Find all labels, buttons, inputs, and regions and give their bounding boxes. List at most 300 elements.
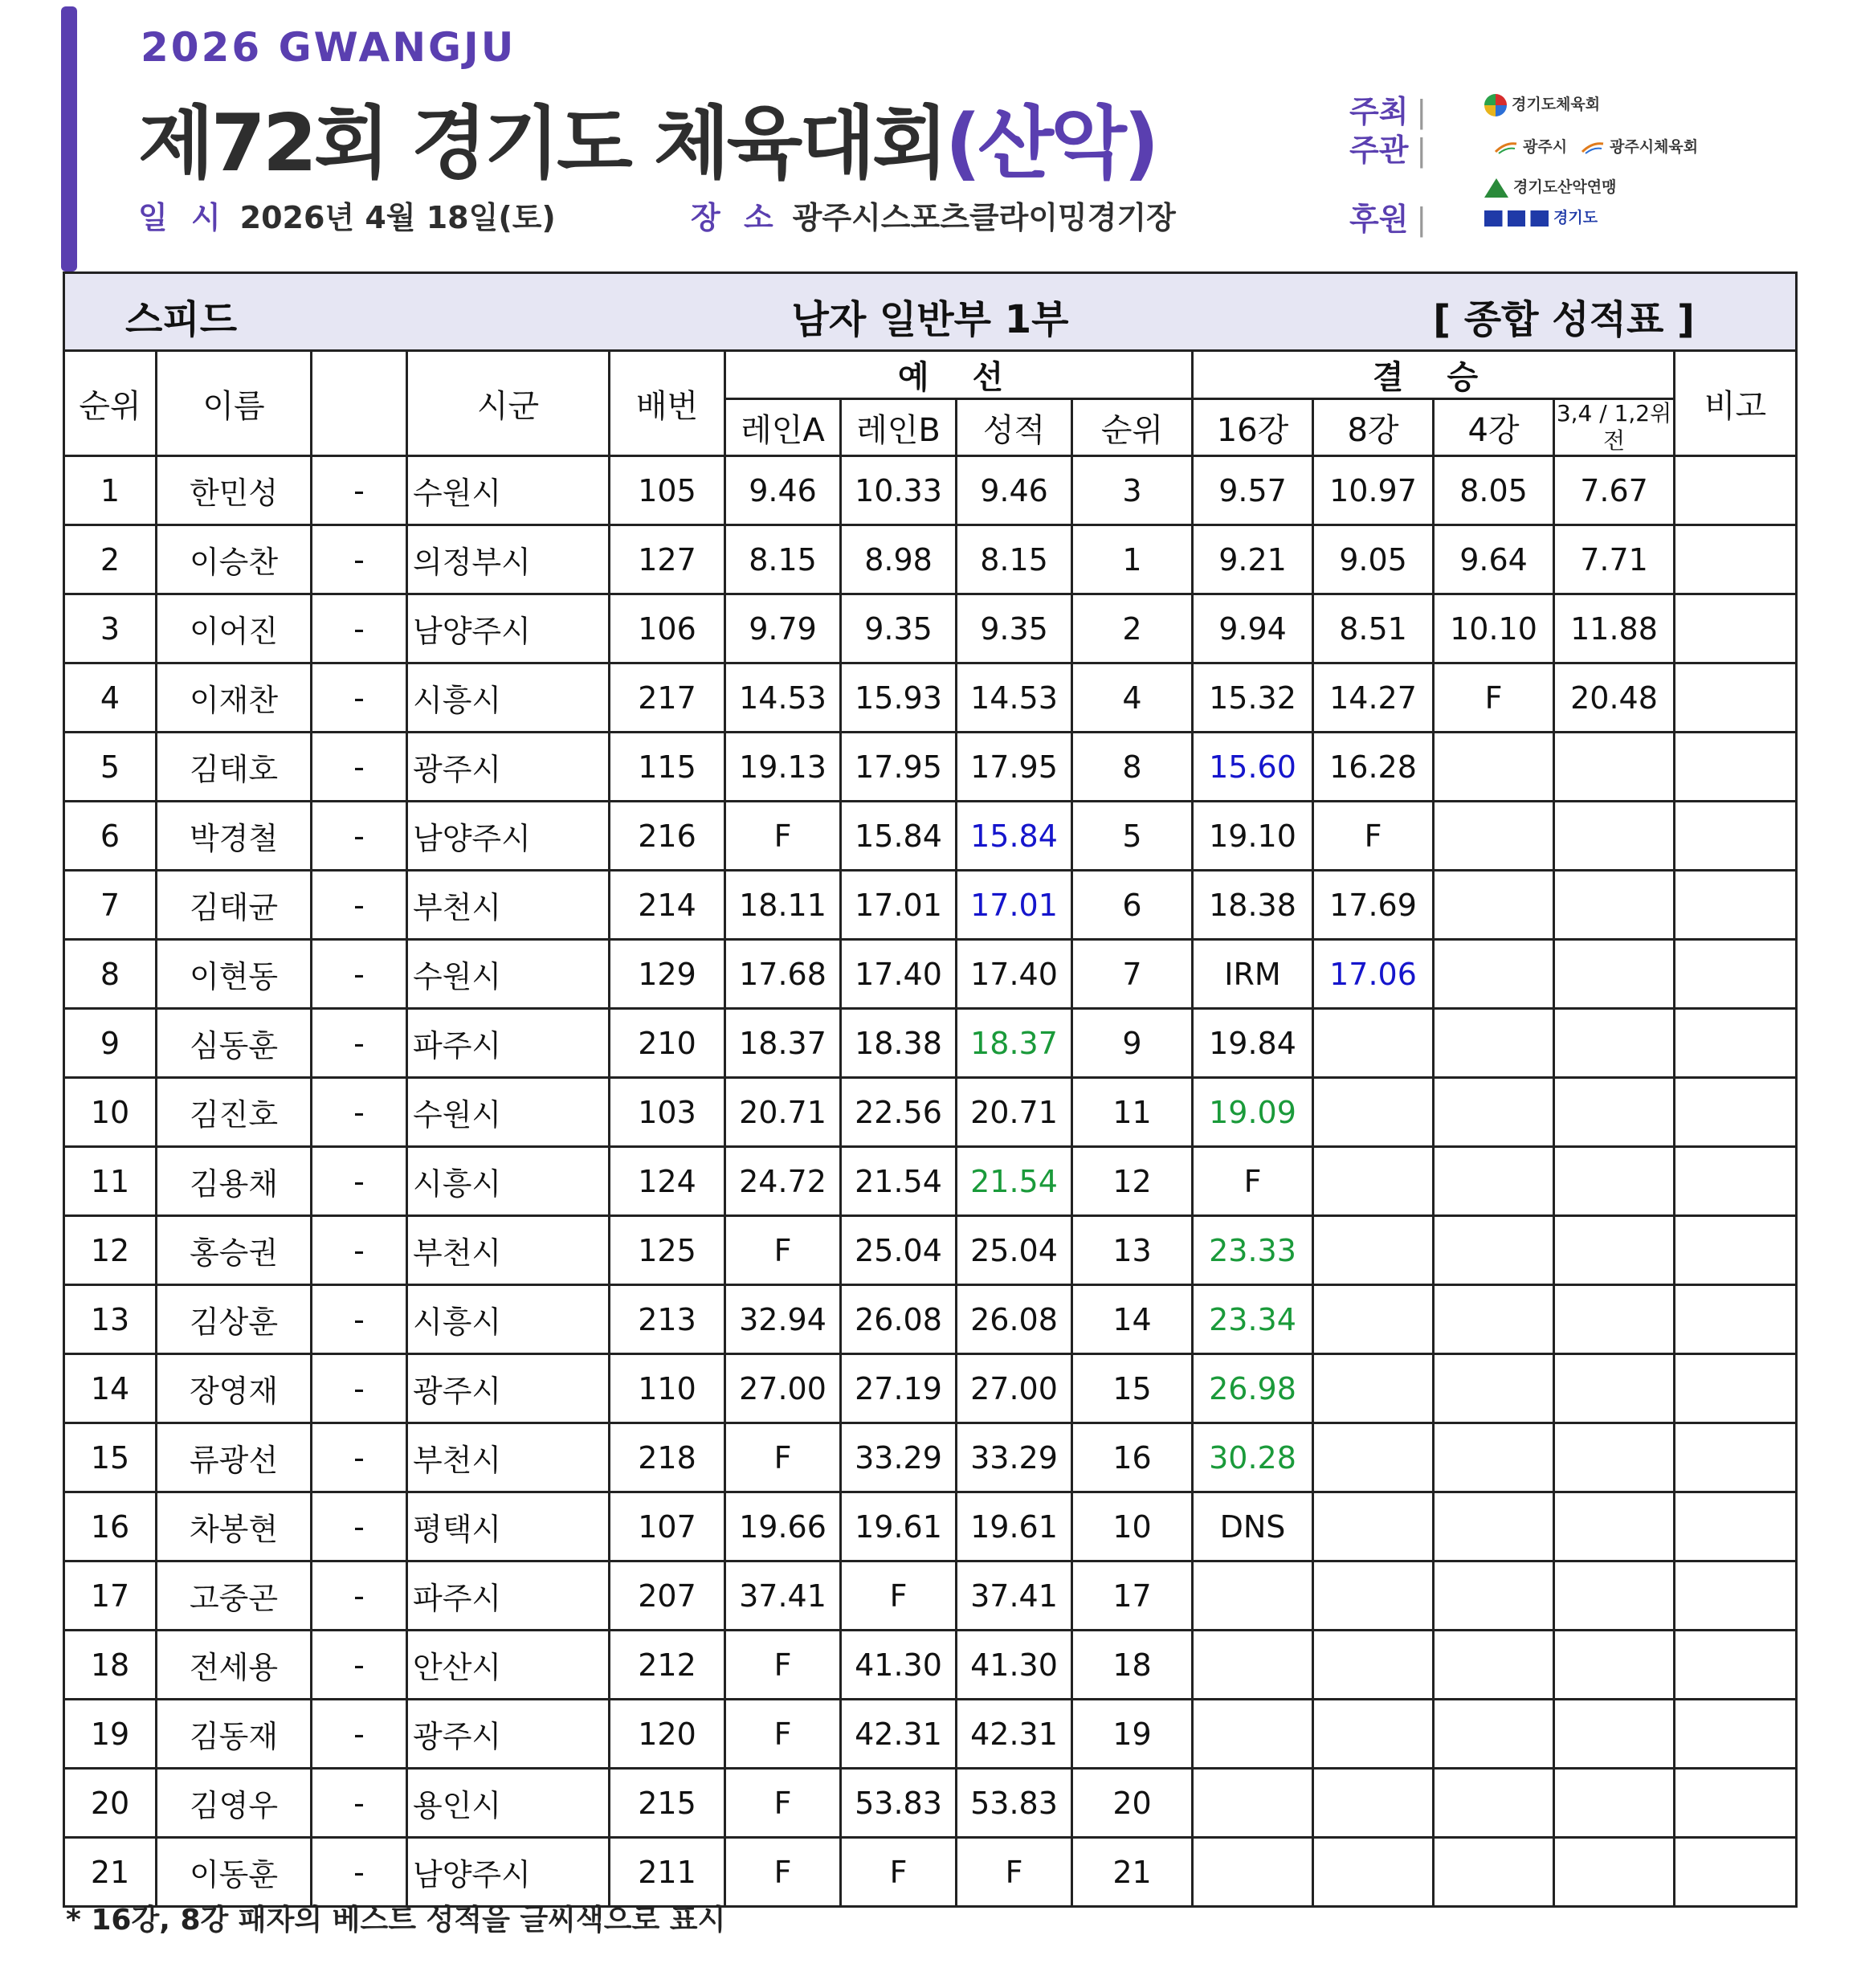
header-lane-a: 레인A [725, 399, 841, 456]
sponsor-label-text: 후원 [1349, 202, 1409, 237]
city-cell: 파주시 [407, 1009, 610, 1078]
lane-b-cell: 15.93 [841, 663, 957, 733]
dash-cell: - [312, 733, 407, 802]
lane-b-cell: 9.35 [841, 594, 957, 663]
dash-cell: - [312, 871, 407, 940]
lane-b-cell: 8.98 [841, 525, 957, 594]
round-4-cell [1434, 1700, 1554, 1769]
city-cell: 부천시 [407, 1216, 610, 1285]
dash-cell: - [312, 525, 407, 594]
round-8-cell: F [1313, 802, 1434, 871]
qual-rank-cell: 15 [1072, 1354, 1193, 1423]
round-4-cell [1434, 1423, 1554, 1492]
dash-cell: - [312, 1423, 407, 1492]
city-cell: 파주시 [407, 1561, 610, 1631]
round-16-cell: 15.32 [1193, 663, 1313, 733]
event-title-main: 제72회 경기도 체육대회 [138, 98, 945, 190]
round-4-cell [1434, 1769, 1554, 1838]
note-cell [1675, 1838, 1797, 1907]
note-cell [1675, 1078, 1797, 1147]
qual-rank-cell: 7 [1072, 940, 1193, 1009]
bib-cell: 120 [610, 1700, 725, 1769]
climbing-logo-text: 경기도산악연맹 [1513, 178, 1617, 196]
city-cell: 수원시 [407, 456, 610, 525]
round-16-cell: 23.34 [1193, 1285, 1313, 1354]
lane-a-cell: 17.68 [725, 940, 841, 1009]
qual-rank-cell: 16 [1072, 1423, 1193, 1492]
lane-b-cell: 25.04 [841, 1216, 957, 1285]
rank-cell: 7 [64, 871, 157, 940]
results-body [64, 456, 1797, 1907]
round-8-cell [1313, 1700, 1434, 1769]
lane-a-cell: 20.71 [725, 1078, 841, 1147]
name-cell: 김태호 [157, 733, 312, 802]
table-row [64, 1492, 1797, 1561]
round-4-cell [1434, 1285, 1554, 1354]
dash-cell: - [312, 1631, 407, 1700]
dash-cell: - [312, 1700, 407, 1769]
climbing-federation-logo [1484, 175, 1616, 198]
medal-round-cell: 7.71 [1554, 525, 1675, 594]
city-cell: 부천시 [407, 1423, 610, 1492]
table-title-cell [64, 273, 1797, 351]
medal-round-cell [1554, 1700, 1675, 1769]
rank-cell: 13 [64, 1285, 157, 1354]
host-label-text: 주최 [1349, 94, 1409, 129]
header-lane-b: 레인B [841, 399, 957, 456]
round-8-cell [1313, 1354, 1434, 1423]
table-row [64, 1009, 1797, 1078]
lane-b-cell: 21.54 [841, 1147, 957, 1216]
city-cell: 용인시 [407, 1769, 610, 1838]
lane-a-cell: 9.79 [725, 594, 841, 663]
name-cell: 이동훈 [157, 1838, 312, 1907]
round-16-cell: 18.38 [1193, 871, 1313, 940]
qual-rank-cell: 17 [1072, 1561, 1193, 1631]
medal-round-cell [1554, 1147, 1675, 1216]
rank-cell: 5 [64, 733, 157, 802]
qual-rank-cell: 19 [1072, 1700, 1193, 1769]
rank-cell: 8 [64, 940, 157, 1009]
header-bib: 배번 [610, 351, 725, 456]
bib-cell: 125 [610, 1216, 725, 1285]
name-cell: 전세용 [157, 1631, 312, 1700]
round-8-cell [1313, 1631, 1434, 1700]
note-cell [1675, 1009, 1797, 1078]
name-cell: 장영재 [157, 1354, 312, 1423]
table-row [64, 663, 1797, 733]
lane-b-cell: 19.61 [841, 1492, 957, 1561]
city-cell: 시흥시 [407, 663, 610, 733]
round-4-cell [1434, 1147, 1554, 1216]
table-row [64, 1147, 1797, 1216]
result-cell: 9.46 [957, 456, 1072, 525]
medal-round-cell: 7.67 [1554, 456, 1675, 525]
rank-cell: 19 [64, 1700, 157, 1769]
name-cell: 김상훈 [157, 1285, 312, 1354]
round-4-cell [1434, 1561, 1554, 1631]
name-cell: 이재찬 [157, 663, 312, 733]
bib-cell: 207 [610, 1561, 725, 1631]
result-cell: 9.35 [957, 594, 1072, 663]
round-16-cell: 26.98 [1193, 1354, 1313, 1423]
header-result: 성적 [957, 399, 1072, 456]
city-cell: 의정부시 [407, 525, 610, 594]
round-4-cell: 8.05 [1434, 456, 1554, 525]
round-8-cell [1313, 1285, 1434, 1354]
dash-cell: - [312, 1354, 407, 1423]
bib-cell: 210 [610, 1009, 725, 1078]
lane-a-cell: 19.66 [725, 1492, 841, 1561]
gwangju-logo-text: 광주시 [1523, 138, 1568, 156]
lane-a-cell: 27.00 [725, 1354, 841, 1423]
result-cell: 19.61 [957, 1492, 1072, 1561]
round-16-cell [1193, 1700, 1313, 1769]
qual-rank-cell: 9 [1072, 1009, 1193, 1078]
lane-b-cell: 17.01 [841, 871, 957, 940]
lane-a-cell: 9.46 [725, 456, 841, 525]
bib-cell: 107 [610, 1492, 725, 1561]
venue-label: 장 소 [691, 200, 780, 235]
round-4-cell [1434, 1838, 1554, 1907]
table-row [64, 1631, 1797, 1700]
note-cell [1675, 1631, 1797, 1700]
city-cell: 수원시 [407, 1078, 610, 1147]
round-8-cell: 9.05 [1313, 525, 1434, 594]
qual-rank-cell: 21 [1072, 1838, 1193, 1907]
name-cell: 김영우 [157, 1769, 312, 1838]
qual-rank-cell: 10 [1072, 1492, 1193, 1561]
date-value: 2026년 4월 18일(토) [239, 200, 556, 235]
note-cell [1675, 1147, 1797, 1216]
date-label: 일 시 [138, 200, 227, 235]
lane-b-cell: 53.83 [841, 1769, 957, 1838]
qual-rank-cell: 2 [1072, 594, 1193, 663]
lane-a-cell: 18.11 [725, 871, 841, 940]
lane-b-cell: 42.31 [841, 1700, 957, 1769]
mountain-icon [1484, 178, 1508, 198]
header-name: 이름 [157, 351, 312, 456]
rank-cell: 11 [64, 1147, 157, 1216]
medal-round-cell [1554, 871, 1675, 940]
lane-a-cell: 8.15 [725, 525, 841, 594]
rank-cell: 10 [64, 1078, 157, 1147]
note-cell [1675, 1492, 1797, 1561]
qual-rank-cell: 11 [1072, 1078, 1193, 1147]
gyeonggi-sports-council-logo [1484, 92, 1600, 116]
qual-rank-cell: 4 [1072, 663, 1193, 733]
lane-a-cell: F [725, 802, 841, 871]
lane-b-cell: 26.08 [841, 1285, 957, 1354]
note-cell [1675, 733, 1797, 802]
bib-cell: 103 [610, 1078, 725, 1147]
note-cell [1675, 594, 1797, 663]
round-16-cell: F [1193, 1147, 1313, 1216]
header-qual-rank: 순위 [1072, 399, 1193, 456]
result-cell: 15.84 [957, 802, 1072, 871]
event-title [138, 80, 1157, 194]
bib-cell: 115 [610, 733, 725, 802]
round-8-cell [1313, 1147, 1434, 1216]
round-16-cell: 15.60 [1193, 733, 1313, 802]
round-8-cell [1313, 1561, 1434, 1631]
table-row [64, 456, 1797, 525]
table-row [64, 525, 1797, 594]
event-venue [691, 193, 1176, 237]
table-row [64, 1423, 1797, 1492]
dash-cell: - [312, 802, 407, 871]
result-cell: 42.31 [957, 1700, 1072, 1769]
note-cell [1675, 1354, 1797, 1423]
table-row [64, 1700, 1797, 1769]
medal-round-cell [1554, 1078, 1675, 1147]
table-title [65, 274, 1795, 349]
lane-a-cell: F [725, 1769, 841, 1838]
note-cell [1675, 802, 1797, 871]
rank-cell: 1 [64, 456, 157, 525]
round-16-cell [1193, 1838, 1313, 1907]
lane-b-cell: 17.40 [841, 940, 957, 1009]
bib-cell: 214 [610, 871, 725, 940]
name-cell: 김용채 [157, 1147, 312, 1216]
name-cell: 이어진 [157, 594, 312, 663]
brand-year: 2026 GWANGJU [141, 24, 516, 71]
round-4-cell: 9.64 [1434, 525, 1554, 594]
table-row [64, 1354, 1797, 1423]
table-row [64, 871, 1797, 940]
result-cell: 21.54 [957, 1147, 1072, 1216]
header-rank: 순위 [64, 351, 157, 456]
round-16-cell: 9.21 [1193, 525, 1313, 594]
city-cell: 시흥시 [407, 1285, 610, 1354]
name-cell: 김동재 [157, 1700, 312, 1769]
medal-round-cell [1554, 1216, 1675, 1285]
name-cell: 김진호 [157, 1078, 312, 1147]
bib-cell: 211 [610, 1838, 725, 1907]
header-round-16: 16강 [1193, 399, 1313, 456]
qual-rank-cell: 5 [1072, 802, 1193, 871]
lane-a-cell: F [725, 1423, 841, 1492]
round-8-cell: 16.28 [1313, 733, 1434, 802]
qual-rank-cell: 12 [1072, 1147, 1193, 1216]
round-16-cell [1193, 1561, 1313, 1631]
round-4-cell [1434, 1492, 1554, 1561]
dash-cell: - [312, 1769, 407, 1838]
result-cell: 27.00 [957, 1354, 1072, 1423]
lane-a-cell: 18.37 [725, 1009, 841, 1078]
result-cell: 8.15 [957, 525, 1072, 594]
bib-cell: 217 [610, 663, 725, 733]
medal-round-cell [1554, 940, 1675, 1009]
medal-round-cell [1554, 1631, 1675, 1700]
dash-cell: - [312, 1147, 407, 1216]
bib-cell: 110 [610, 1354, 725, 1423]
medal-round-cell [1554, 802, 1675, 871]
city-cell: 광주시 [407, 733, 610, 802]
dash-cell: - [312, 940, 407, 1009]
name-cell: 이승찬 [157, 525, 312, 594]
header-qualification: 예 선 [725, 351, 1193, 399]
organizer-label [1349, 125, 1426, 169]
gyeonggido-logo-text: 경기도 [1553, 209, 1598, 227]
qual-rank-cell: 18 [1072, 1631, 1193, 1700]
round-4-cell [1434, 1216, 1554, 1285]
round-4-cell [1434, 940, 1554, 1009]
city-cell: 광주시 [407, 1354, 610, 1423]
venue-value: 광주시스포츠클라이밍경기장 [792, 200, 1176, 235]
dash-cell: - [312, 663, 407, 733]
qual-rank-cell: 13 [1072, 1216, 1193, 1285]
rank-cell: 14 [64, 1354, 157, 1423]
lane-a-cell: 24.72 [725, 1147, 841, 1216]
city-cell: 남양주시 [407, 1838, 610, 1907]
round-4-cell [1434, 1631, 1554, 1700]
note-cell [1675, 663, 1797, 733]
gyeonggi-sports-logo-text: 경기도체육회 [1512, 96, 1601, 113]
city-cell: 광주시 [407, 1700, 610, 1769]
round-16-cell [1193, 1631, 1313, 1700]
round-16-cell: 9.94 [1193, 594, 1313, 663]
header-medal-round: 3,4 / 1,2위전 [1554, 399, 1675, 456]
round-8-cell [1313, 1009, 1434, 1078]
round-4-cell [1434, 802, 1554, 871]
result-cell: 25.04 [957, 1216, 1072, 1285]
discipline-label: 스피드 [125, 297, 238, 342]
document-title: [ 종합 성적표 ] [1433, 297, 1695, 342]
city-cell: 부천시 [407, 871, 610, 940]
header-final: 결 승 [1193, 351, 1675, 399]
gyeonggido-logo [1484, 206, 1598, 227]
round-16-cell [1193, 1769, 1313, 1838]
rank-cell: 6 [64, 802, 157, 871]
rank-cell: 17 [64, 1561, 157, 1631]
dash-cell: - [312, 594, 407, 663]
note-cell [1675, 1700, 1797, 1769]
round-8-cell: 17.06 [1313, 940, 1434, 1009]
note-cell [1675, 1285, 1797, 1354]
lane-a-cell: F [725, 1631, 841, 1700]
table-row [64, 1561, 1797, 1631]
round-16-cell: 9.57 [1193, 456, 1313, 525]
note-cell [1675, 1423, 1797, 1492]
round-8-cell [1313, 1078, 1434, 1147]
table-row [64, 594, 1797, 663]
result-cell: 37.41 [957, 1561, 1072, 1631]
qual-rank-cell: 3 [1072, 456, 1193, 525]
rank-cell: 4 [64, 663, 157, 733]
name-cell: 홍승권 [157, 1216, 312, 1285]
bib-cell: 129 [610, 940, 725, 1009]
gwangju-swoosh-icon [1494, 141, 1518, 155]
table-row [64, 802, 1797, 871]
name-cell: 김태균 [157, 871, 312, 940]
table-row [64, 733, 1797, 802]
name-cell: 박경철 [157, 802, 312, 871]
medal-round-cell [1554, 733, 1675, 802]
result-cell: 41.30 [957, 1631, 1072, 1700]
medal-round-cell [1554, 1492, 1675, 1561]
header-blank [312, 351, 407, 456]
qual-rank-cell: 14 [1072, 1285, 1193, 1354]
lane-a-cell: 14.53 [725, 663, 841, 733]
gwangju-sports-swoosh-icon [1581, 141, 1605, 155]
city-cell: 수원시 [407, 940, 610, 1009]
dash-cell: - [312, 456, 407, 525]
rank-cell: 15 [64, 1423, 157, 1492]
result-cell: 18.37 [957, 1009, 1072, 1078]
header-round-4: 4강 [1434, 399, 1554, 456]
result-cell: 20.71 [957, 1078, 1072, 1147]
category-label: 남자 일반부 1부 [791, 297, 1069, 342]
table-row [64, 1838, 1797, 1907]
dash-cell: - [312, 1492, 407, 1561]
qual-rank-cell: 8 [1072, 733, 1193, 802]
note-cell [1675, 1561, 1797, 1631]
result-cell: F [957, 1838, 1072, 1907]
sponsor-label [1349, 194, 1426, 239]
rank-cell: 21 [64, 1838, 157, 1907]
lane-a-cell: 37.41 [725, 1561, 841, 1631]
bib-cell: 105 [610, 456, 725, 525]
round-4-cell: F [1434, 663, 1554, 733]
note-cell [1675, 456, 1797, 525]
rank-cell: 2 [64, 525, 157, 594]
rank-cell: 20 [64, 1769, 157, 1838]
note-cell [1675, 1769, 1797, 1838]
round-8-cell [1313, 1769, 1434, 1838]
header-row-top [64, 351, 1797, 399]
round-16-cell: 19.09 [1193, 1078, 1313, 1147]
organizer-label-text: 주관 [1349, 133, 1409, 168]
result-cell: 17.40 [957, 940, 1072, 1009]
note-cell [1675, 1216, 1797, 1285]
bib-cell: 124 [610, 1147, 725, 1216]
medal-round-cell [1554, 1423, 1675, 1492]
separator: | [1416, 133, 1427, 168]
table-row [64, 1285, 1797, 1354]
rank-cell: 18 [64, 1631, 157, 1700]
note-cell [1675, 525, 1797, 594]
host-label [1349, 87, 1426, 131]
gyeonggi-emblem-icon [1484, 94, 1507, 116]
round-16-cell: 19.10 [1193, 802, 1313, 871]
medal-round-cell [1554, 1838, 1675, 1907]
round-16-cell: IRM [1193, 940, 1313, 1009]
round-16-cell: 23.33 [1193, 1216, 1313, 1285]
medal-round-cell: 20.48 [1554, 663, 1675, 733]
table-title-row [64, 273, 1797, 351]
rank-cell: 9 [64, 1009, 157, 1078]
lane-b-cell: 33.29 [841, 1423, 957, 1492]
round-16-cell: 19.84 [1193, 1009, 1313, 1078]
result-cell: 26.08 [957, 1285, 1072, 1354]
lane-b-cell: 10.33 [841, 456, 957, 525]
event-date [138, 193, 556, 237]
result-cell: 14.53 [957, 663, 1072, 733]
rank-cell: 3 [64, 594, 157, 663]
table-row [64, 1769, 1797, 1838]
lane-b-cell: 22.56 [841, 1078, 957, 1147]
qual-rank-cell: 20 [1072, 1769, 1193, 1838]
result-cell: 33.29 [957, 1423, 1072, 1492]
gwangju-city-logo [1494, 135, 1567, 157]
result-cell: 53.83 [957, 1769, 1072, 1838]
lane-b-cell: 27.19 [841, 1354, 957, 1423]
gwangju-sports-logo-text: 광주시체육회 [1610, 138, 1699, 156]
rank-cell: 16 [64, 1492, 157, 1561]
table-row [64, 940, 1797, 1009]
dash-cell: - [312, 1216, 407, 1285]
